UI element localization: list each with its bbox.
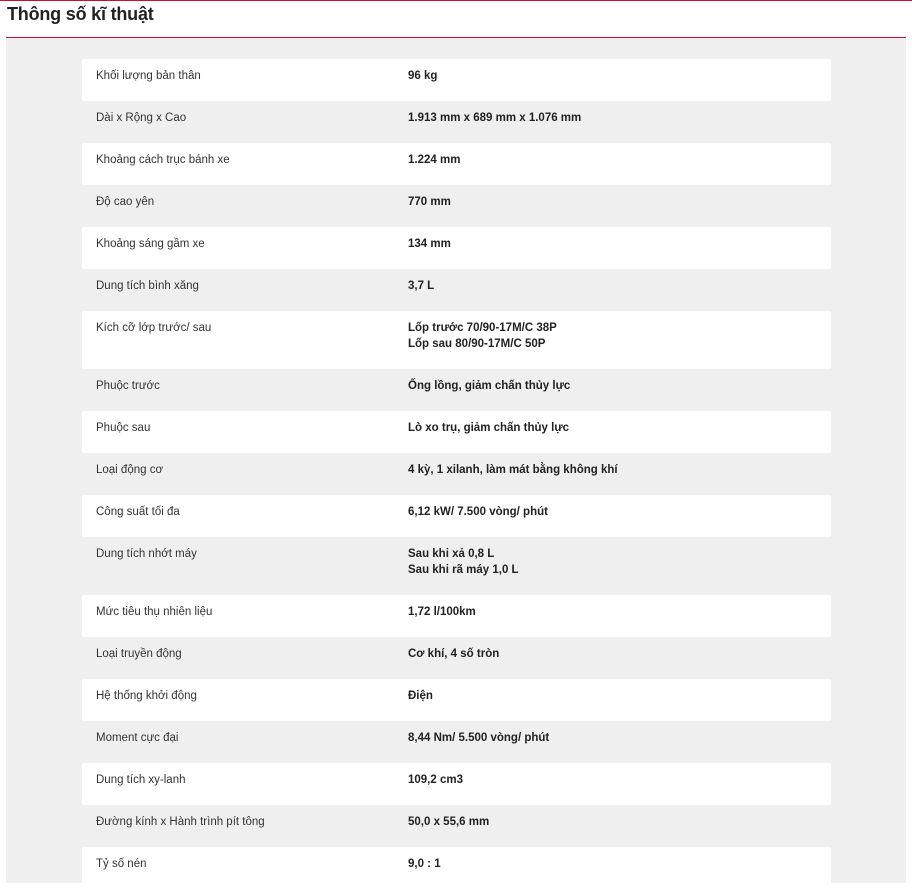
spec-value-line: 1,72 l/100km: [408, 606, 476, 618]
spec-row: [82, 721, 831, 763]
spec-label: Khối lượng bản thân: [96, 70, 201, 82]
spec-row: [82, 805, 831, 847]
spec-label: Hệ thống khởi động: [96, 690, 197, 702]
spec-value: [408, 688, 831, 721]
spec-value: [408, 504, 831, 537]
spec-value: [408, 546, 831, 595]
spec-value: [408, 772, 831, 805]
page-title: Thông số kĩ thuật: [7, 4, 154, 24]
spec-value-line: Cơ khí, 4 số tròn: [408, 648, 500, 660]
spec-value-line: 9,0 : 1: [408, 858, 441, 870]
spec-row: [82, 369, 831, 411]
spec-value: [408, 462, 831, 495]
spec-value: [408, 646, 831, 679]
spec-value-line: Điện: [408, 690, 433, 702]
spec-value-line: Lò xo trụ, giảm chấn thủy lực: [408, 422, 570, 434]
spec-row: [82, 453, 831, 495]
spec-row: [82, 537, 831, 595]
spec-value-line: Sau khi rã máy 1,0 L: [408, 564, 519, 576]
spec-value-line: Lốp trước 70/90-17M/C 38P: [408, 322, 557, 334]
spec-value: [408, 420, 831, 453]
spec-label: Phuộc sau: [96, 422, 151, 434]
spec-value: [408, 730, 831, 763]
spec-panel: [6, 38, 906, 883]
spec-label: Loại truyền động: [96, 648, 182, 660]
spec-value-line: Lốp sau 80/90-17M/C 50P: [408, 338, 546, 350]
spec-value: [408, 604, 831, 637]
spec-value-line: 4 kỳ, 1 xilanh, làm mát bằng không khí: [408, 464, 618, 476]
spec-label: Công suất tối đa: [96, 506, 180, 518]
spec-value-line: 134 mm: [408, 238, 451, 250]
spec-value: [408, 152, 831, 185]
spec-value-line: 3,7 L: [408, 280, 435, 292]
spec-row: [82, 269, 831, 311]
spec-row: [82, 495, 831, 537]
spec-label: Tỷ số nén: [96, 858, 147, 870]
spec-value: [408, 378, 831, 411]
spec-value-line: 8,44 Nm/ 5.500 vòng/ phút: [408, 732, 550, 744]
spec-value-line: 96 kg: [408, 70, 438, 82]
spec-value-line: Sau khi xả 0,8 L: [408, 548, 495, 560]
spec-value: [408, 194, 831, 227]
spec-row: [82, 311, 831, 369]
spec-value: [408, 814, 831, 847]
spec-label: Loại động cơ: [96, 464, 164, 476]
spec-label: Đường kính x Hành trình pít tông: [96, 816, 265, 828]
spec-value: [408, 278, 831, 311]
top-accent-line: [0, 0, 912, 1]
spec-value-line: 770 mm: [408, 196, 451, 208]
spec-label: Dung tích bình xăng: [96, 280, 199, 292]
spec-label: Khoảng cách trục bánh xe: [96, 154, 230, 166]
spec-row: [82, 595, 831, 637]
spec-row: [82, 185, 831, 227]
spec-row: [82, 227, 831, 269]
spec-label: Phuộc trước: [96, 380, 160, 392]
spec-row: [82, 637, 831, 679]
spec-value-line: 6,12 kW/ 7.500 vòng/ phút: [408, 506, 548, 518]
spec-row: [82, 763, 831, 805]
spec-row: [82, 59, 831, 101]
spec-label: Dung tích xy-lanh: [96, 774, 186, 786]
spec-value-line: 1.913 mm x 689 mm x 1.076 mm: [408, 112, 582, 124]
spec-label: Khoảng sáng gầm xe: [96, 238, 205, 250]
spec-value: [408, 110, 831, 143]
spec-label: Kích cỡ lớp trước/ sau: [96, 322, 212, 334]
spec-value-line: Ống lồng, giảm chấn thủy lực: [408, 380, 571, 392]
spec-label: Dài x Rộng x Cao: [96, 112, 187, 124]
spec-value: [408, 856, 831, 889]
spec-value: [408, 236, 831, 269]
spec-label: Mức tiêu thụ nhiên liệu: [96, 606, 213, 618]
spec-table: [82, 59, 831, 889]
spec-value-line: 50,0 x 55,6 mm: [408, 816, 490, 828]
spec-value-line: 1.224 mm: [408, 154, 461, 166]
spec-label: Dung tích nhớt máy: [96, 548, 197, 560]
spec-label: Độ cao yên: [96, 196, 155, 208]
spec-row: [82, 143, 831, 185]
spec-row: [82, 101, 831, 143]
spec-row: [82, 679, 831, 721]
spec-row: [82, 411, 831, 453]
spec-label: Moment cực đại: [96, 732, 179, 744]
spec-value: [408, 68, 831, 101]
spec-value-line: 109,2 cm3: [408, 774, 463, 786]
spec-value: [408, 320, 831, 369]
